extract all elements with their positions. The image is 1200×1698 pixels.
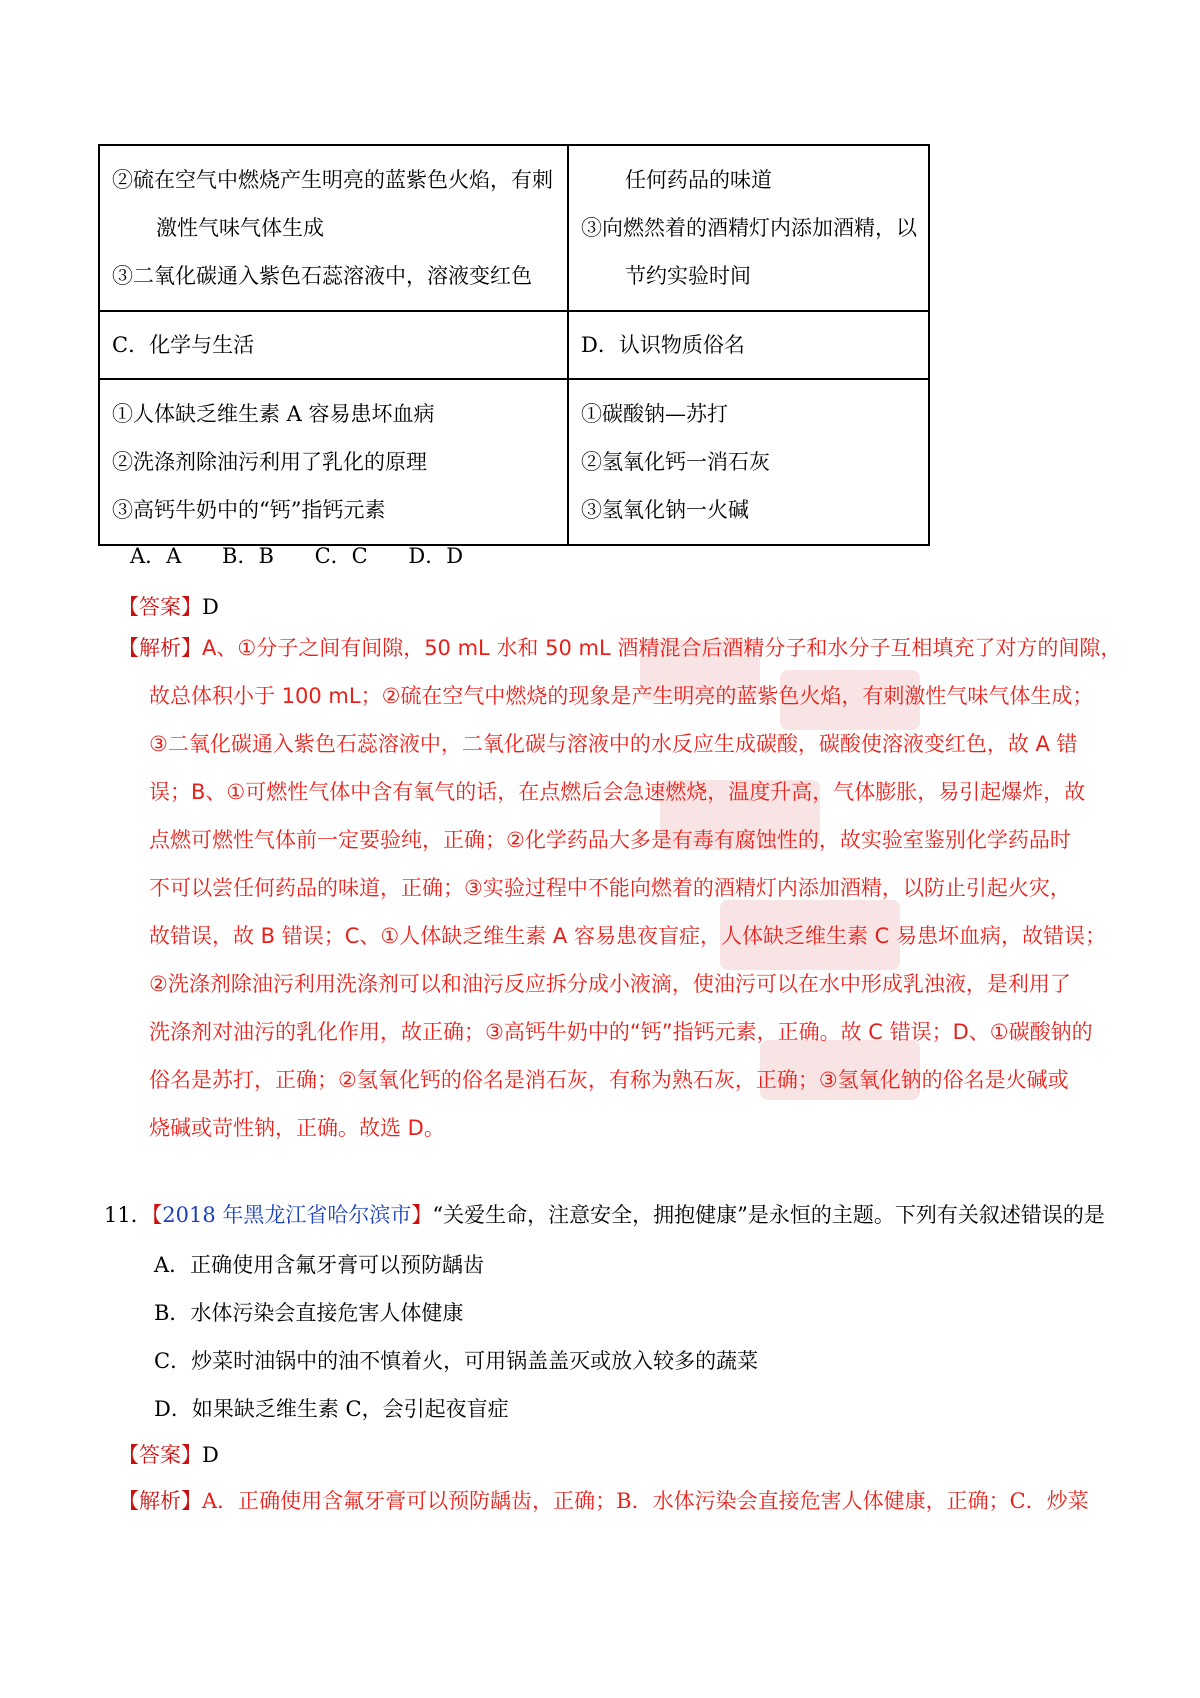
table-text: ③氢氧化钠一火碱 <box>581 498 749 522</box>
table-cell <box>568 145 929 311</box>
answer-line <box>118 1440 219 1470</box>
table-text: ③二氧化碳通入紫色石蕊溶液中，溶液变红色 <box>112 264 532 288</box>
table-text: ②氢氧化钙一消石灰 <box>581 450 770 474</box>
table-text: ③高钙牛奶中的“钙”指钙元素 <box>112 498 386 522</box>
answer-value: D <box>202 595 219 619</box>
choice-d: D．如果缺乏维生素 C，会引起夜盲症 <box>154 1397 509 1421</box>
table-text: ②洗涤剂除油污利用了乳化的原理 <box>112 450 427 474</box>
explanation-line: 烧碱或苛性钠，正确。故选 D。 <box>149 1116 445 1140</box>
table-heading: C．化学与生活 <box>112 333 255 357</box>
table-cell <box>99 379 568 545</box>
table-cell <box>99 145 568 311</box>
source-bracket: 】 <box>411 1203 433 1227</box>
explanation-line: 不可以尝任何药品的味道，正确；③实验过程中不能向燃着的酒精灯内添加酒精，以防止引起火灾， <box>149 876 1071 900</box>
explanation-line: 洗涤剂对油污的乳化作用，故正确；③高钙牛奶中的“钙”指钙元素，正确。故 C 错误；D、①碳酸钠的 <box>149 1020 1093 1044</box>
question-11-stem <box>104 1200 1105 1230</box>
answer-tag: 【答案】 <box>118 595 202 619</box>
answer-tag: 【答案】 <box>118 1443 202 1467</box>
question-source: 2018 年黑龙江省哈尔滨市 <box>162 1203 412 1227</box>
question-number: 11． <box>104 1203 152 1227</box>
table-text: 任何药品的味道 <box>625 168 772 192</box>
explanation-line: 误；B、①可燃性气体中含有氧气的话，在点燃后会急速燃烧，温度升高，气体膨胀，易引起爆炸，故 <box>149 780 1086 804</box>
answer-value: D <box>202 1443 219 1467</box>
explanation-block-2 <box>118 1486 1089 1516</box>
choice-a: A．正确使用含氟牙膏可以预防龋齿 <box>154 1253 485 1277</box>
table-heading: D．认识物质俗名 <box>581 333 745 357</box>
explanation-line: ②洗涤剂除油污利用洗涤剂可以和油污反应拆分成小液滴，使油污可以在水中形成乳浊液，是利用了 <box>149 972 1071 996</box>
choice-c: C．炒菜时油锅中的油不慎着火，可用锅盖盖灭或放入较多的蔬菜 <box>154 1349 759 1373</box>
explanation-line: 故错误，故 B 错误；C、①人体缺乏维生素 A 容易患夜盲症，人体缺乏维生素 C 易患坏血病，故错误； <box>149 924 1106 948</box>
question-text: “关爱生命，注意安全，拥抱健康”是永恒的主题。下列有关叙述错误的是 <box>432 1203 1105 1227</box>
explanation-line: ③二氧化碳通入紫色石蕊溶液中，二氧化碳与溶液中的水反应生成碳酸，碳酸使溶液变红色，故 A 错 <box>149 732 1078 756</box>
source-bracket: 【 <box>151 1203 163 1227</box>
table-row <box>99 379 929 545</box>
answer-line <box>118 592 219 622</box>
explanation-line: 俗名是苏打，正确；②氢氧化钙的俗名是消石灰，有称为熟石灰，正确；③氢氧化钠的俗名是火碱或 <box>149 1068 1069 1092</box>
explanation-block <box>118 624 1122 1152</box>
table-row <box>99 311 929 379</box>
comparison-table <box>98 144 930 546</box>
answer-options <box>130 541 497 571</box>
explanation-line: 故总体积小于 100 mL；②硫在空气中燃烧的现象是产生明亮的蓝紫色火焰，有刺激性气味气体生成； <box>149 684 1094 708</box>
explanation-tag: 【解析】 <box>118 1489 202 1513</box>
explanation-tag: 【解析】 <box>118 636 202 660</box>
option-c: C．C <box>314 544 368 568</box>
choice-b: B．水体污染会直接危害人体健康 <box>154 1301 464 1325</box>
option-a: A．A <box>130 544 182 568</box>
option-d: D．D <box>408 544 464 568</box>
explanation-line: A、①分子之间有间隙，50 mL 水和 50 mL 酒精混合后酒精分子和水分子互相填充了对方的间隙， <box>202 636 1122 660</box>
table-text: 激性气味气体生成 <box>156 216 324 240</box>
table-text: 节约实验时间 <box>625 264 751 288</box>
table-text: ③向燃然着的酒精灯内添加酒精，以 <box>581 216 917 240</box>
table-row <box>99 145 929 311</box>
table-cell <box>568 379 929 545</box>
explanation-line: A．正确使用含氟牙膏可以预防龋齿，正确；B．水体污染会直接危害人体健康，正确；C．炒菜 <box>202 1489 1089 1513</box>
table-cell <box>568 311 929 379</box>
table-text: ②硫在空气中燃烧产生明亮的蓝紫色火焰，有刺 <box>112 168 553 192</box>
table-text: ①碳酸钠—苏打 <box>581 402 728 426</box>
explanation-line: 点燃可燃性气体前一定要验纯，正确；②化学药品大多是有毒有腐蚀性的，故实验室鉴别化学药品时 <box>149 828 1071 852</box>
option-b: B．B <box>222 544 274 568</box>
table-cell <box>99 311 568 379</box>
table-text: ①人体缺乏维生素 A 容易患坏血病 <box>112 402 435 426</box>
